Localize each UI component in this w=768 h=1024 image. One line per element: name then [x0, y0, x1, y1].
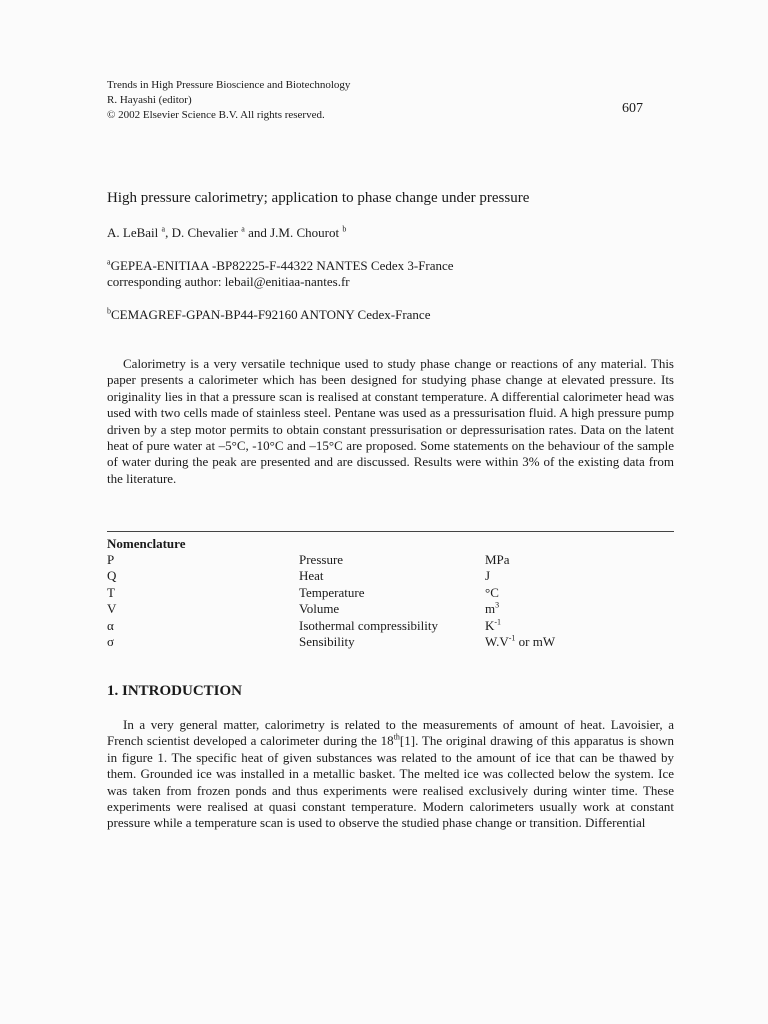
author-list — [107, 225, 346, 241]
book-header — [107, 78, 350, 123]
affiliation-a — [107, 258, 454, 290]
author-name: A. LeBail — [107, 225, 159, 240]
description: Pressure — [299, 552, 344, 567]
affiliation-marker: b — [342, 224, 347, 234]
affiliation-marker: a — [241, 224, 245, 234]
unit: $m^3$ — [485, 600, 500, 617]
copyright-line: © 2002 Elsevier Science B.V. All rights reserved. — [107, 109, 325, 121]
description: Sensibility — [299, 634, 355, 650]
abstract: Calorimetry is a very versatile technique used to study phase change or reactions of any material. This paper presents a calorimeter which has been designed for studying phase change at elevated pressure. Its originality lies in that a pressure scan is realised at constant temperature. A differential calorimeter head was used with two cells made of stainless steel. Pentane was used as a pressurisation fluid. A high pressure pump driven by a step motor permits to obtain constant pressurisation or depressurisation rates. Data on the latent heat of pure water at –5°C, -10°C and –15°C are proposed. Some statements on the behaviour of the sample of water during the peak are presented and are discussed. Results were within 3% of the existing data from the literature. — [107, 356, 674, 486]
nomenclature-heading: Nomenclature — [107, 536, 186, 551]
nomenclature-rule — [107, 531, 674, 532]
symbol: α — [107, 617, 114, 633]
symbol: P — [107, 552, 115, 567]
unit: MPa — [485, 552, 510, 567]
affiliation-text: GEPEA-ENITIAA -BP82225-F-44322 NANTES Cedex 3-France — [110, 258, 454, 273]
description: Isothermal compressibility — [299, 617, 439, 633]
introduction-paragraph: In a very general matter, calorimetry is related to the measurements of amount of heat. Lavoisier, a French scientist developed a calorimeter during the 18th[1]. The original drawing of this apparatus is shown in figure 1. The specific heat of given substances was related to the amount of ice that can be thawed by them. Grounded ice was installed in a metallic basket. The melted ice was collected below the system. Ice was taken from frozen ponds and thus experiments were realised exclusively during winter time. These experiments were realised at quasi constant temperature. Modern calorimeters usually work at constant pressure while a temperature scan is used to observe the studied phase change or transition. Differential — [107, 717, 674, 831]
symbol: T — [107, 584, 115, 600]
table-row — [107, 552, 555, 568]
table-row — [107, 618, 555, 634]
affiliation-marker: a — [107, 257, 111, 267]
author-name: , D. Chevalier — [165, 225, 238, 240]
page-number: 607 — [622, 101, 643, 116]
unit: $K^{-1}$ — [485, 617, 502, 633]
article-title: High pressure calorimetry; application to phase change under pressure — [107, 190, 530, 206]
unit: $W.V^{-1}$ or mW — [485, 633, 556, 650]
description: Temperature — [299, 584, 365, 600]
table-row — [107, 585, 555, 601]
description: Volume — [299, 601, 340, 617]
section-heading: 1. INTRODUCTION — [107, 683, 243, 699]
symbol: σ — [107, 634, 115, 650]
symbol: V — [107, 601, 117, 617]
table-row — [107, 568, 555, 584]
table-row — [107, 601, 555, 617]
unit: J — [485, 568, 491, 584]
journal-title: Trends in High Pressure Bioscience and Biotechnology — [107, 79, 351, 91]
affiliation-marker: a — [161, 224, 166, 234]
corresponding-author: corresponding author: lebail@enitiaa-nantes.fr — [107, 274, 350, 289]
author-name: and J.M. Chourot — [244, 225, 340, 240]
unit: °C — [485, 584, 499, 600]
symbol: Q — [107, 568, 117, 584]
table-row — [107, 634, 555, 650]
affiliation-text: CEMAGREF-GPAN-BP44-F92160 ANTONY Cedex-France — [111, 307, 431, 322]
affiliation-b — [107, 307, 430, 323]
affiliation-marker: b — [107, 306, 111, 316]
nomenclature-table — [107, 552, 555, 650]
editor-line: R. Hayashi (editor) — [107, 94, 192, 106]
description: Heat — [299, 568, 324, 584]
